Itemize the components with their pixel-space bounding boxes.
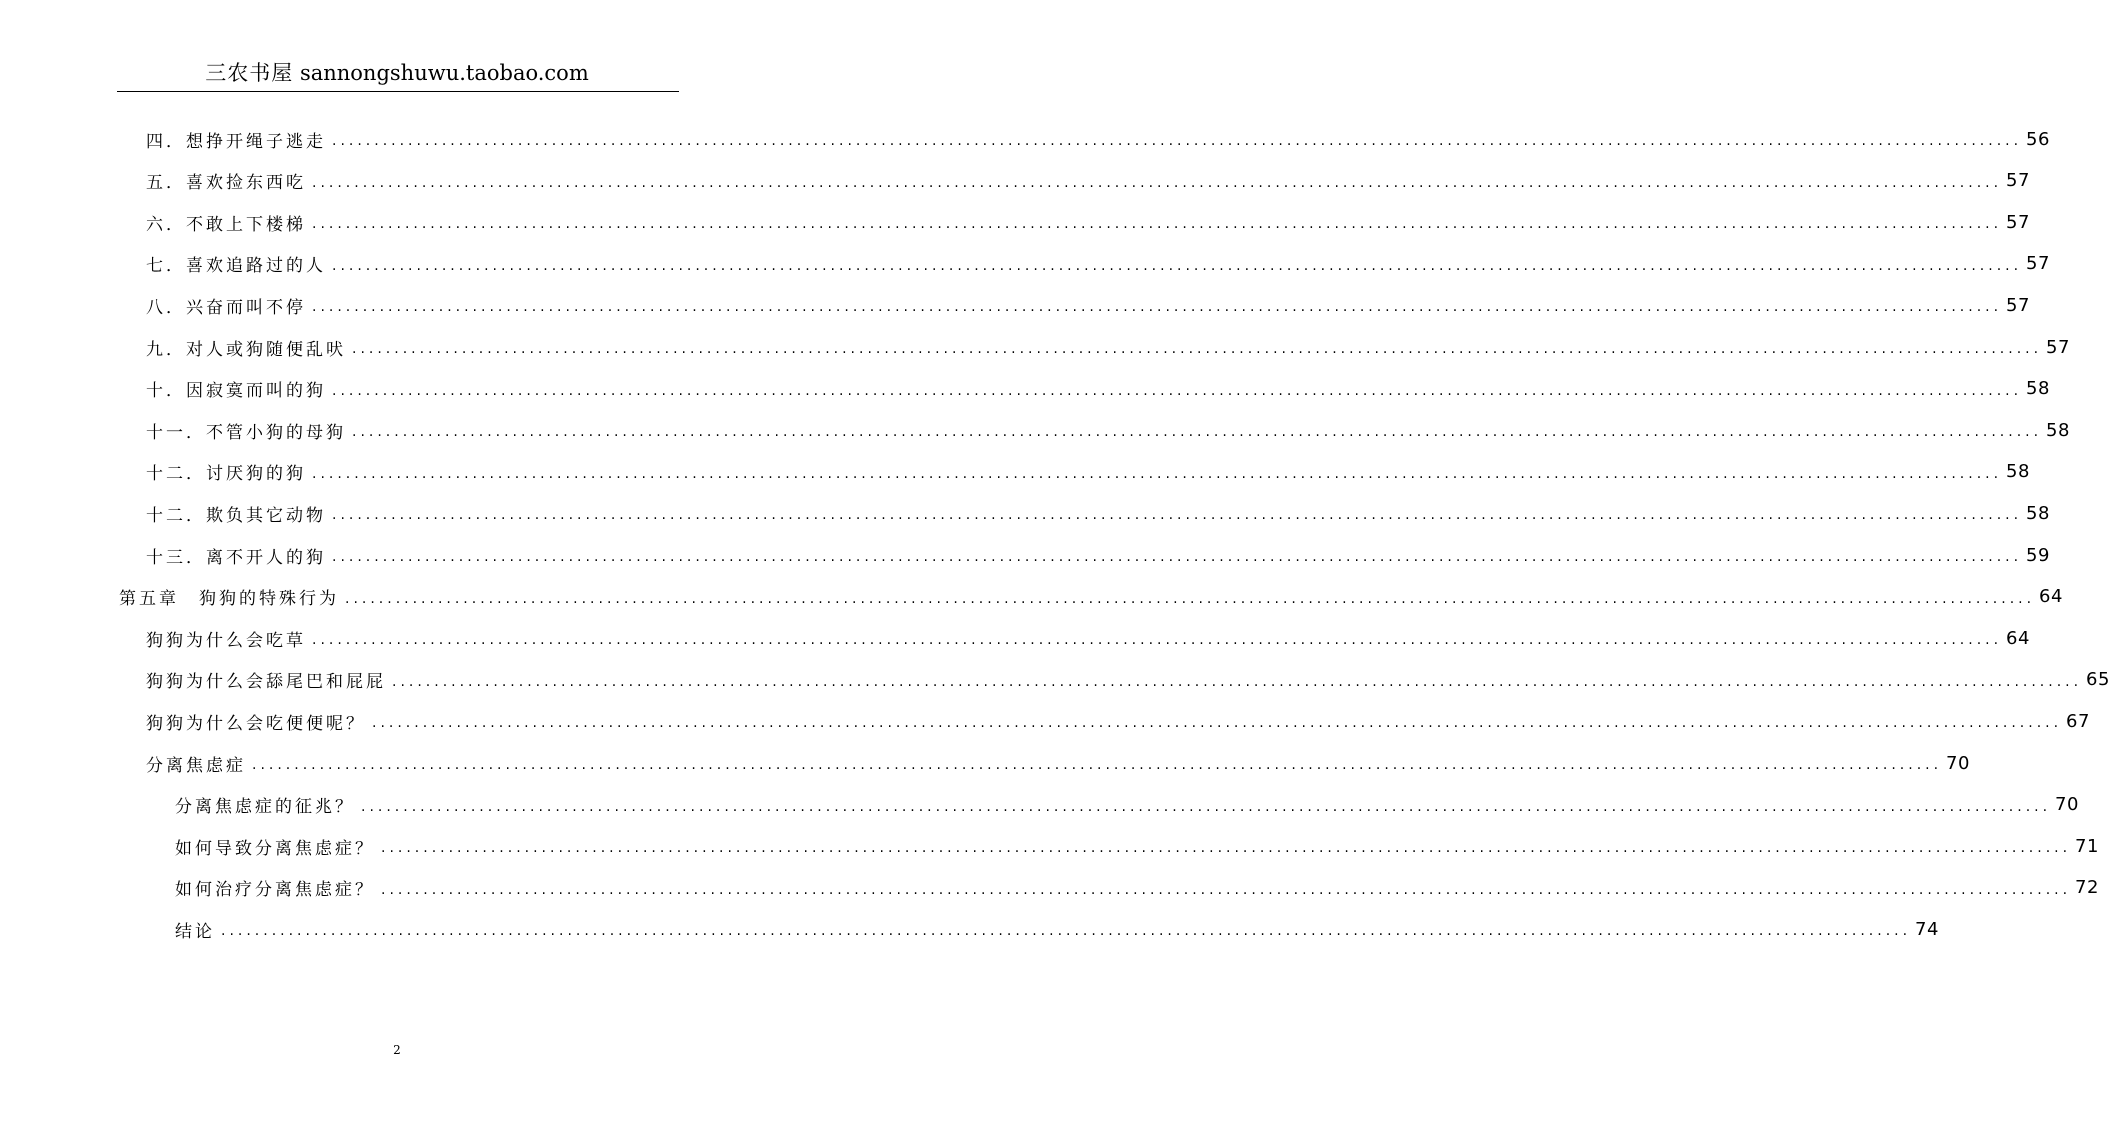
toc-entry-title: 十二．欺负其它动物 bbox=[146, 505, 326, 526]
toc-entry-title: 结论 bbox=[175, 921, 215, 942]
toc-entry-title: 六．不敢上下楼梯 bbox=[146, 214, 306, 235]
toc-entry-title: 八．兴奋而叫不停 bbox=[146, 297, 306, 318]
toc-leader-dots: ........................................................................................................................................................................................................ bbox=[332, 507, 2023, 524]
toc-entry[interactable] bbox=[119, 576, 2063, 618]
toc-entry-page: 57 bbox=[2006, 170, 2030, 192]
toc-entry[interactable] bbox=[175, 908, 1939, 950]
toc-entry-title: 九．对人或狗随便乱吠 bbox=[146, 339, 346, 360]
toc-entry-title: 狗狗为什么会吃便便呢？ bbox=[146, 713, 366, 734]
toc-entry-title: 第五章 狗狗的特殊行为 bbox=[119, 589, 339, 610]
toc-entry[interactable] bbox=[175, 867, 2099, 909]
toc-leader-dots: ........................................................................................................................................................................................................ bbox=[332, 382, 2023, 399]
toc-entry[interactable] bbox=[146, 617, 2030, 659]
toc-entry-page: 72 bbox=[2075, 877, 2099, 899]
toc-entry-page: 70 bbox=[2055, 794, 2079, 816]
toc-entry[interactable] bbox=[146, 368, 2050, 410]
toc-entry-page: 57 bbox=[2006, 294, 2030, 316]
toc-entry[interactable] bbox=[146, 326, 2070, 368]
toc-entry[interactable] bbox=[146, 284, 2030, 326]
toc-entry-page: 57 bbox=[2046, 336, 2070, 358]
toc-entry-page: 58 bbox=[2026, 502, 2050, 524]
toc-entry-page: 57 bbox=[2006, 211, 2030, 233]
toc-entry-page: 56 bbox=[2026, 128, 2050, 150]
toc-entry-page: 74 bbox=[1915, 918, 1939, 940]
toc-entry-title: 分离焦虑症的征兆？ bbox=[175, 797, 355, 818]
toc-leader-dots: ........................................................................................................................................................................................................ bbox=[381, 881, 2072, 898]
toc-entry-page: 58 bbox=[2026, 378, 2050, 400]
toc-entry[interactable] bbox=[146, 700, 2090, 742]
toc-entry-page: 59 bbox=[2026, 544, 2050, 566]
toc-leader-dots: ........................................................................................................................................................................................................ bbox=[332, 549, 2023, 565]
toc-entry-page: 71 bbox=[2075, 835, 2099, 857]
toc-entry-title: 狗狗为什么会吃草 bbox=[146, 630, 306, 651]
toc-entry-title: 如何治疗分离焦虑症？ bbox=[175, 880, 375, 901]
toc-leader-dots: ........................................................................................................................................................................................................ bbox=[392, 673, 2083, 690]
toc-entry-title: 十．因寂寞而叫的狗 bbox=[146, 381, 326, 402]
toc-leader-dots: ........................................................................................................................................................................................................ bbox=[332, 133, 2023, 149]
toc-entry-title: 十二．讨厌狗的狗 bbox=[146, 464, 306, 485]
toc-entry-title: 十三．离不开人的狗 bbox=[146, 547, 326, 568]
toc-leader-dots: ........................................................................................................................................................................................................ bbox=[332, 257, 2023, 274]
page-number: 2 bbox=[393, 1043, 401, 1057]
toc-entry[interactable] bbox=[146, 409, 2070, 451]
toc-leader-dots: ........................................................................................................................................................................................................ bbox=[221, 923, 1912, 940]
toc-leader-dots: ........................................................................................................................................................................................................ bbox=[352, 341, 2043, 357]
toc-entry[interactable] bbox=[146, 659, 2110, 701]
toc-entry-page: 65 bbox=[2086, 669, 2110, 691]
toc-entry-page: 67 bbox=[2066, 710, 2090, 732]
toc-leader-dots: ........................................................................................................................................................................................................ bbox=[312, 465, 2003, 482]
header-site-name: 三农书屋 bbox=[205, 61, 294, 85]
toc-entry-title: 四．想挣开绳子逃走 bbox=[146, 131, 326, 152]
toc-entry-title: 七．喜欢追路过的人 bbox=[146, 256, 326, 277]
toc-entry-page: 64 bbox=[2039, 586, 2063, 608]
toc-entry-title: 狗狗为什么会舔尾巴和屁屁 bbox=[146, 672, 386, 693]
toc-entry[interactable] bbox=[146, 118, 2050, 160]
toc-entry-page: 58 bbox=[2006, 461, 2030, 483]
toc-leader-dots: ........................................................................................................................................................................................................ bbox=[312, 632, 2003, 649]
toc-entry[interactable] bbox=[146, 160, 2030, 202]
toc-entry-page: 57 bbox=[2026, 253, 2050, 275]
toc-entry[interactable] bbox=[146, 451, 2030, 493]
toc-entry[interactable] bbox=[175, 784, 2079, 826]
toc-entry-title: 如何导致分离焦虑症？ bbox=[175, 838, 375, 859]
toc-entry-page: 70 bbox=[1946, 752, 1970, 774]
toc-leader-dots: ........................................................................................................................................................................................................ bbox=[361, 798, 2052, 815]
toc-leader-dots: ........................................................................................................................................................................................................ bbox=[312, 174, 2003, 191]
toc-entry-title: 五．喜欢捡东西吃 bbox=[146, 173, 306, 194]
toc-leader-dots: ........................................................................................................................................................................................................ bbox=[372, 715, 2063, 732]
toc-leader-dots: ........................................................................................................................................................................................................ bbox=[381, 840, 2072, 857]
toc-entry-title: 分离焦虑症 bbox=[146, 755, 246, 776]
toc-entry[interactable] bbox=[146, 201, 2030, 243]
toc-entry[interactable] bbox=[146, 742, 1970, 784]
toc-entry[interactable] bbox=[146, 243, 2050, 285]
toc-entry[interactable] bbox=[146, 492, 2050, 534]
toc-entry-title: 十一．不管小狗的母狗 bbox=[146, 422, 346, 443]
toc-entry[interactable] bbox=[146, 534, 2050, 576]
toc-entry[interactable] bbox=[175, 825, 2099, 867]
toc-leader-dots: ........................................................................................................................................................................................................ bbox=[312, 216, 2003, 233]
toc-leader-dots: ........................................................................................................................................................................................................ bbox=[345, 590, 2036, 607]
toc-entry-page: 58 bbox=[2046, 419, 2070, 441]
toc-entry-page: 64 bbox=[2006, 627, 2030, 649]
toc-leader-dots: ........................................................................................................................................................................................................ bbox=[352, 424, 2043, 441]
toc-leader-dots: ........................................................................................................................................................................................................ bbox=[252, 757, 1943, 773]
header-site-url: sannongshuwu.taobao.com bbox=[299, 61, 589, 85]
toc-leader-dots: ........................................................................................................................................................................................................ bbox=[312, 299, 2003, 316]
